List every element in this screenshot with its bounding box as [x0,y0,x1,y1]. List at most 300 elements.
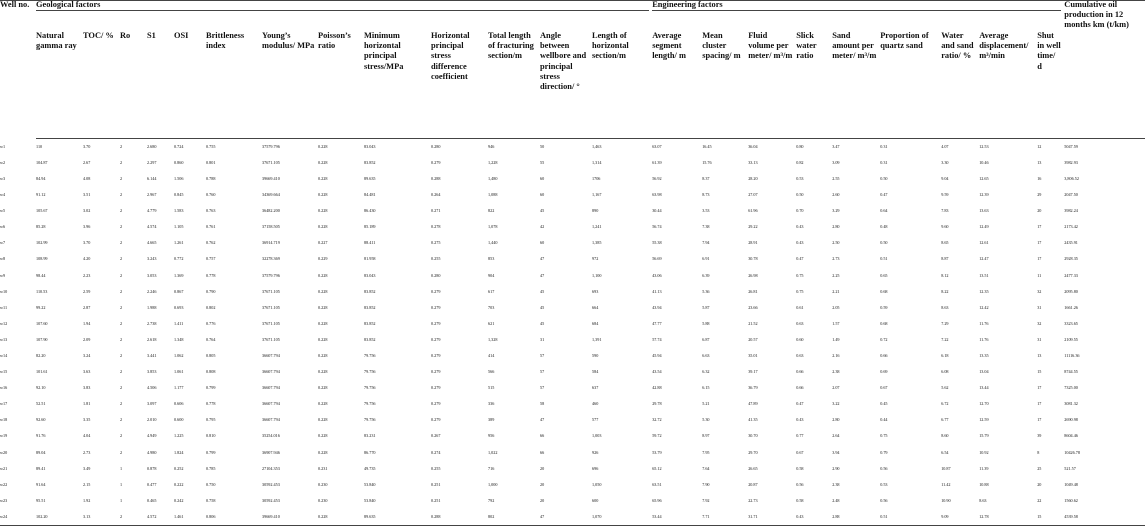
table-row [0,187,1145,203]
table-cell: 57 [540,352,545,358]
table-cell: 85.28 [36,224,46,230]
well-id-cell: w22 [0,481,8,487]
table-cell: 49.735 [364,465,376,471]
table-cell: 86.770 [364,449,376,455]
table-cell: 107.90 [36,336,48,342]
table-cell: 0.251 [431,497,441,503]
well-id-cell: w6 [0,224,6,230]
table-cell: 39.17 [748,369,758,375]
table-cell: 696 [592,465,599,471]
table-cell: 13.63 [979,208,989,214]
table-row [0,509,1145,526]
table-cell: 105.67 [36,208,48,214]
table-cell: 0.63 [796,320,804,326]
table-cell: 34369.664 [262,192,280,198]
table-cell: 6.15 [702,385,710,391]
table-cell: 43.06 [652,272,662,278]
table-cell: 1,328 [488,336,498,342]
table-cell: 0.278 [431,224,441,230]
well-id-cell: w4 [0,192,6,198]
table-cell: 2.16 [832,352,840,358]
table-cell: 2928.35 [1064,256,1078,262]
table-cell: 104.87 [36,159,48,165]
table-cell: 2047.50 [1064,192,1078,198]
table-cell: 89.41 [36,465,46,471]
table-cell: 0.51 [880,256,888,262]
table-cell: 84.94 [36,175,46,181]
table-cell: 0.693 [174,304,184,310]
table-cell: 33.13 [748,159,758,165]
table-cell: 0.48 [880,224,888,230]
table-cell: 0.465 [147,497,157,503]
table-row [0,348,1145,364]
table-cell: 0.279 [431,352,441,358]
table-cell: 16 [1037,175,1042,181]
table-cell: 0.228 [318,417,328,423]
table-cell: 3.94 [832,449,840,455]
table-cell: 0.230 [318,497,328,503]
table-cell: 83.852 [364,159,376,165]
table-cell: 0.279 [431,320,441,326]
table-cell: 66 [540,433,545,439]
table-cell: 6.32 [702,369,710,375]
table-cell: 29.22 [748,224,758,230]
table-cell: 0.255 [431,256,441,262]
table-cell: 9.04 [941,175,949,181]
table-cell: 0.70 [796,208,804,214]
table-cell: 566 [488,369,495,375]
table-cell: 0.68 [880,288,888,294]
table-cell: 0.50 [880,175,888,181]
table-cell: 83.043 [364,143,376,149]
table-cell: 1.57 [832,320,840,326]
table-cell: 11.76 [979,336,989,342]
table-cell: 11116.36 [1064,352,1080,358]
table-cell: 12.47 [979,256,989,262]
table-cell: 95.51 [36,497,46,503]
table-cell: 1.177 [174,385,184,391]
table-cell: 0.61 [796,304,804,310]
column-header-ro: Ro [120,22,147,139]
table-cell: 2.38 [832,369,840,375]
table-cell: 12.70 [979,401,989,407]
table-cell: 0.762 [206,240,216,246]
table-cell: 47 [540,256,545,262]
table-cell: 61.39 [652,159,662,165]
table-cell: 0.59 [880,304,888,310]
table-cell: 60 [540,175,545,181]
table-cell: 8.12 [941,272,949,278]
table-cell: 1,391 [592,336,602,342]
table-cell: 0.288 [431,509,488,526]
table-cell: 36907.946 [262,449,280,455]
table-cell: 47 [540,272,545,278]
well-id-cell: w20 [0,449,8,455]
table-cell: 0.228 [318,192,328,198]
table-cell: 6.91 [702,256,710,262]
table-cell: 110 [36,143,43,149]
well-id-cell: w19 [0,433,8,439]
table-cell: 0.764 [206,336,216,342]
table-cell: 12.39 [979,192,989,198]
table-cell: 20 [1037,481,1042,487]
table-cell: 2 [120,159,123,165]
table-cell: 2109.55 [1064,336,1078,342]
table-cell: 0.66 [796,369,804,375]
table-cell: 2 [120,224,123,230]
table-cell: 2 [120,369,123,375]
table-cell: 31 [540,336,545,342]
table-cell: 0.60 [796,336,804,342]
table-cell: 36914.719 [262,240,280,246]
table-cell: 65.12 [652,465,662,471]
table-cell: 1.261 [174,240,184,246]
table-cell: 0.279 [431,417,441,423]
table-cell: 0.43 [796,509,832,526]
table-row [0,139,1145,156]
table-cell: 2 [120,256,123,262]
column-header-gamma: Natural gamma ray [36,22,83,139]
table-cell: 101.61 [36,369,48,375]
table-cell: 4.506 [147,385,157,391]
engineering-factors-header: Engineering factors [652,0,1064,22]
well-id-cell: w23 [0,497,8,503]
well-id-cell: w7 [0,240,6,246]
table-row [0,429,1145,445]
table-cell: 0.43 [796,224,804,230]
table-cell: 12.35 [979,288,989,294]
table-row [0,300,1145,316]
table-cell: 63.98 [652,192,662,198]
table-cell: 2477.33 [1064,272,1078,278]
table-cell: 10.88 [979,481,989,487]
table-cell: 0.279 [431,159,441,165]
table-cell: 0.228 [318,385,328,391]
table-cell: 0.50 [880,240,888,246]
column-header-angle: Angle between wellbore and principal stress direction/ ° [540,22,592,139]
table-cell: 3.29 [832,208,840,214]
well-id-cell: w8 [0,256,6,262]
table-cell: 2.25 [832,272,840,278]
table-cell: 39669.410 [262,509,318,526]
table-cell: 0.279 [431,401,441,407]
table-cell: 84.481 [364,192,376,198]
table-cell: 17 [1037,401,1042,407]
table-cell: 39669.410 [262,175,280,181]
table-cell: 11.39 [979,465,989,471]
table-cell: 0.799 [206,449,216,455]
table-cell: 7.90 [702,481,710,487]
table-cell: 30592.453 [262,497,280,503]
table-cell: 904 [488,272,495,278]
table-cell: 8 [1037,449,1040,455]
table-cell: 0.228 [318,224,328,230]
table-cell: 56.74 [652,224,662,230]
table-cell: 7.29 [941,320,949,326]
table-cell: 577 [592,417,599,423]
table-cell: 110.53 [36,288,48,294]
table-cell: 50 [540,143,545,149]
table-cell: 0.47 [796,401,804,407]
table-cell: 621 [488,320,495,326]
table-cell: 2.80 [832,224,840,230]
table-cell: 3.49 [83,465,91,471]
table-cell: 1.81 [83,401,91,407]
table-cell: 3.13 [83,509,120,526]
table-cell: 0.760 [206,192,216,198]
table-cell: 336 [488,401,495,407]
table-cell: 1,463 [592,143,602,149]
table-cell: 0.43 [796,240,804,246]
table-cell: 8.73 [702,192,710,198]
column-header-cluster: Mean cluster spacing/ m [702,22,748,139]
table-cell: 1.105 [174,224,184,230]
table-cell: 0.757 [206,256,216,262]
table-cell: 79.756 [364,369,376,375]
table-cell: 7.38 [702,224,710,230]
table-cell: 79.756 [364,385,376,391]
table-cell: 2 [120,320,123,326]
table-cell: 0.43 [796,417,804,423]
table-cell: 53.44 [652,509,702,526]
table-cell: 0.801 [206,159,216,165]
table-cell: 600 [592,497,599,503]
table-cell: 0.785 [206,465,216,471]
group-header-row [0,0,1145,22]
column-header-young: Young’s modulus/ MPa [262,22,318,139]
table-cell: 32278.369 [262,256,280,262]
table-cell: 0.231 [318,465,328,471]
table-cell: 693 [592,288,599,294]
table-cell: 0.228 [318,352,328,358]
table-cell: 0.288 [431,175,441,181]
table-cell: 20 [540,481,545,487]
table-row [0,284,1145,300]
column-header-fluid: Fluid volume per meter/ m³/m [748,22,796,139]
table-cell: 12.61 [979,240,989,246]
table-cell: 2.297 [147,159,157,165]
table-cell: 2 [120,433,123,439]
table-cell: 0.790 [206,288,216,294]
table-cell: 2690.98 [1064,417,1078,423]
table-cell: 0.280 [431,272,441,278]
table-cell: 5.88 [702,320,710,326]
table-cell: 2.73 [832,256,840,262]
table-cell: 2.246 [147,288,157,294]
table-row [0,155,1145,171]
table-cell: 5.21 [702,401,710,407]
table-cell: 1706 [592,175,601,181]
table-cell: 7325.00 [1064,385,1078,391]
table-cell: 59.72 [652,433,662,439]
table-cell: 0.65 [880,272,888,278]
table-cell: 11.76 [979,320,989,326]
table-cell: 460 [592,401,599,407]
table-cell: 0.222 [174,481,184,487]
table-cell: 12.53 [979,143,989,149]
table-cell: 9.60 [941,224,949,230]
table-cell: 0.845 [174,192,184,198]
table-cell: 25 [1037,465,1042,471]
table-cell: 6.63 [702,352,710,358]
table-cell: 0.47 [796,256,804,262]
well-id-cell: w3 [0,175,6,181]
table-cell: 0.228 [318,433,328,439]
table-cell: 9.59 [941,192,949,198]
table-cell: 0.275 [431,240,441,246]
table-cell: 0.750 [206,481,216,487]
well-id-cell: w16 [0,385,8,391]
table-cell: 15.76 [702,159,712,165]
table-cell: 82.20 [36,352,46,358]
table-cell: 1560.62 [1064,497,1078,503]
table-cell: 414 [488,352,495,358]
table-cell: 13.04 [979,369,989,375]
table-cell: 0.251 [431,481,441,487]
table-cell: 8.97 [702,433,710,439]
well-no-header: Well no. [0,0,30,9]
table-cell: 0.867 [174,288,184,294]
table-cell: 1.369 [174,272,184,278]
table-cell: 29 [1037,192,1042,198]
table-row [0,397,1145,413]
table-cell: 1.506 [174,175,184,181]
table-cell: 0.56 [796,481,804,487]
table-cell: 0.763 [206,208,216,214]
table-cell: 12.59 [979,417,989,423]
table-cell: 0.279 [431,304,441,310]
table-cell: 664 [592,304,599,310]
table-cell: 0.878 [147,465,157,471]
table-cell: 0.805 [206,352,216,358]
table-cell: 7.22 [941,336,949,342]
well-id-cell: w15 [0,369,8,375]
table-cell: 890 [592,208,599,214]
table-cell: 11 [1037,272,1042,278]
table-cell: 17 [1037,240,1042,246]
column-header-shut: Shut in well time/ d [1037,22,1064,139]
table-cell: 3.02 [83,208,91,214]
table-cell: 2 [120,192,123,198]
table-cell: 946 [488,143,495,149]
table-cell: 45 [540,320,545,326]
table-cell: 12 [1037,143,1042,149]
table-cell: 926 [592,449,599,455]
table-cell: 79.756 [364,352,376,358]
table-row [0,268,1145,284]
table-cell: 89.635 [364,175,376,181]
table-cell: 79.756 [364,417,376,423]
table-cell: 52.51 [36,401,46,407]
table-row [0,252,1145,268]
table-cell: 0.31 [880,143,888,149]
table-cell: 1,000 [488,481,498,487]
table-cell: 60 [540,240,545,246]
table-cell: 10426.78 [1064,449,1080,455]
table-cell: 26.81 [748,288,758,294]
table-cell: 8.37 [702,175,710,181]
table-cell: 28.20 [748,175,758,181]
table-cell: 0.58 [796,465,804,471]
table-cell: 2.09 [83,336,91,342]
table-cell: 12.49 [979,224,989,230]
table-cell: 0.67 [880,385,888,391]
table-cell: 3.96 [83,224,91,230]
table-row [0,380,1145,396]
table-cell: 956 [488,433,495,439]
table-cell: 3.22 [832,401,840,407]
table-cell: 8.63 [979,497,987,503]
table-cell: 0.778 [206,272,216,278]
table-cell: 0.80 [796,143,804,149]
table-cell: 17 [1037,417,1042,423]
column-header-s1: S1 [147,22,174,139]
table-cell: 86.430 [364,208,376,214]
table-cell: 0.788 [206,175,216,181]
table-cell: 36607.794 [262,369,280,375]
table-cell: 0.242 [174,497,184,503]
table-cell: 37579.796 [262,272,280,278]
table-cell: 1,050 [592,481,602,487]
table-cell: 83.231 [364,433,376,439]
table-cell: 3.09 [832,159,840,165]
table-cell: 0.66 [796,385,804,391]
column-header-disp: Average displacement/ m³/min [979,22,1037,139]
table-cell: 0.51 [880,509,941,526]
table-cell: 2435.91 [1064,240,1078,246]
table-cell: 3.441 [147,352,157,358]
table-cell: 4539.58 [1064,509,1145,526]
table-cell: 13 [1037,159,1042,165]
well-id-cell: w21 [0,465,8,471]
table-cell: 7.83 [941,208,949,214]
table-cell: 6.144 [147,175,157,181]
table-cell: 0.271 [431,208,441,214]
table-cell: 92.10 [36,385,46,391]
table-cell: 20.57 [748,336,758,342]
table-cell: 29.70 [748,449,758,455]
table-cell: 1,228 [488,159,498,165]
table-cell: 0.69 [880,369,888,375]
table-cell: 0.45 [880,401,888,407]
table-cell: 57.74 [652,336,662,342]
table-cell: 0.77 [796,433,804,439]
column-header-osi: OSI [174,22,206,139]
table-cell: 47 [540,417,545,423]
table-cell: 53.840 [364,497,376,503]
table-cell: 45 [540,304,545,310]
table-cell: 3.47 [832,143,840,149]
table-cell: 7.71 [702,509,748,526]
table-cell: 17 [1037,224,1042,230]
table-cell: 8.63 [941,304,949,310]
table-cell: 2.680 [147,143,157,149]
table-cell: 3.70 [83,240,91,246]
table-cell: 515 [488,385,495,391]
table-cell: 0.228 [318,208,328,214]
table-cell: 13 [1037,352,1042,358]
table-cell: 37579.796 [262,143,280,149]
table-cell: 45.94 [652,352,662,358]
table-cell: 1.348 [174,336,184,342]
table-cell: 0.82 [796,159,804,165]
table-cell: 89.04 [36,449,46,455]
table-cell: 36607.794 [262,352,280,358]
table-cell: 36.04 [748,143,758,149]
table-cell: 2.15 [83,481,91,487]
table-cell: 0.31 [880,159,888,165]
table-cell: 12.65 [979,175,989,181]
